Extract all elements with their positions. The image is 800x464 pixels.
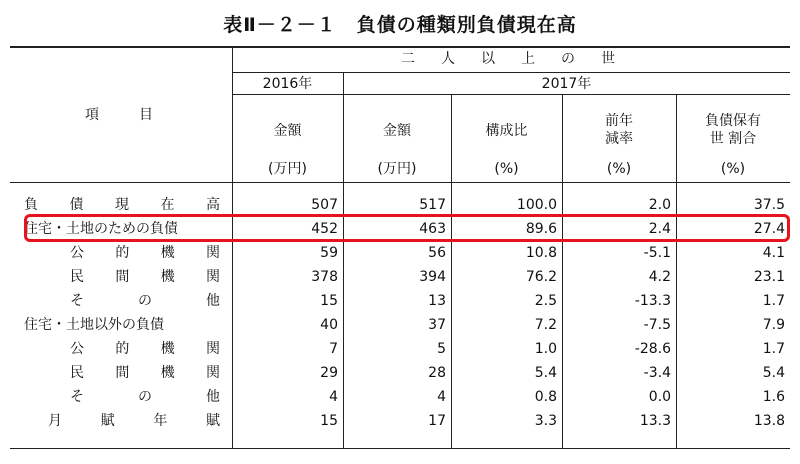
cell-v5: 37.5 bbox=[753, 197, 785, 213]
header-bottom-rule bbox=[10, 182, 790, 183]
cell-v5: 13.8 bbox=[753, 413, 785, 429]
holding-header-line2: 世 割合 bbox=[709, 131, 757, 147]
cell-v2: 13 bbox=[428, 293, 446, 309]
row-label-char: 機 bbox=[160, 365, 175, 381]
row-label-char: 負 bbox=[24, 197, 38, 213]
cell-v1: 378 bbox=[311, 269, 338, 285]
row-label-char: 関 bbox=[205, 365, 220, 381]
cell-v4: -3.4 bbox=[643, 365, 671, 381]
row-label bbox=[70, 340, 220, 358]
row-label bbox=[48, 412, 220, 430]
row-label-char: 賦 bbox=[205, 413, 220, 429]
row-label-char: 関 bbox=[205, 341, 220, 357]
cell-v3: 1.0 bbox=[534, 341, 557, 357]
cell-v4: 2.4 bbox=[648, 221, 671, 237]
row-label-char: 他 bbox=[206, 389, 220, 405]
row-label bbox=[70, 244, 220, 262]
amount-2017-header: 金額 bbox=[383, 123, 411, 139]
cell-v2: 394 bbox=[419, 269, 446, 285]
cell-v5: 5.4 bbox=[762, 365, 785, 381]
cell-v1: 40 bbox=[320, 317, 338, 333]
cell-v2: 28 bbox=[428, 365, 446, 381]
cell-v3: 10.8 bbox=[525, 245, 557, 261]
amount-2016-header: 金額 bbox=[273, 123, 302, 139]
cell-v4: 0.0 bbox=[648, 389, 671, 405]
ratio-header: 構成比 bbox=[485, 123, 528, 139]
cell-v3: 76.2 bbox=[525, 269, 557, 285]
col-divider-3 bbox=[451, 94, 452, 448]
table-bottom-rule bbox=[10, 448, 790, 449]
cell-v5: 4.1 bbox=[762, 245, 785, 261]
row-label bbox=[24, 196, 220, 214]
cell-v1: 15 bbox=[320, 293, 338, 309]
cell-v2: 517 bbox=[419, 197, 446, 213]
cell-v5: 7.9 bbox=[762, 317, 785, 333]
cell-v3: 3.3 bbox=[534, 413, 557, 429]
holding-header-line1: 負債保有 bbox=[705, 113, 761, 129]
cell-v2: 17 bbox=[428, 413, 446, 429]
unit-holding: (%) bbox=[720, 161, 746, 177]
change-header-line2: 減率 bbox=[605, 131, 633, 147]
row-label-char: そ bbox=[70, 293, 84, 309]
row-label-char: 公 bbox=[70, 245, 84, 261]
cell-v4: -13.3 bbox=[634, 293, 671, 309]
cell-v2: 463 bbox=[419, 221, 446, 237]
row-label-char: 機 bbox=[160, 269, 175, 285]
col-divider-1 bbox=[232, 46, 233, 448]
cell-v1: 59 bbox=[320, 245, 338, 261]
row-label-char: 民 bbox=[70, 365, 84, 381]
cell-v4: 13.3 bbox=[639, 413, 671, 429]
cell-v3: 0.8 bbox=[534, 389, 557, 405]
row-label-char: 他 bbox=[206, 293, 220, 309]
cell-v5: 27.4 bbox=[753, 221, 785, 237]
year-2017-header: 2017年 bbox=[541, 76, 592, 92]
cell-v1: 29 bbox=[320, 365, 338, 381]
row-label-char: 在 bbox=[160, 197, 175, 213]
item-header: 項 目 bbox=[85, 107, 157, 123]
cell-v3: 100.0 bbox=[516, 197, 557, 213]
cell-v5: 1.7 bbox=[762, 293, 785, 309]
cell-v3: 7.2 bbox=[534, 317, 557, 333]
row-label-char: 間 bbox=[115, 365, 130, 381]
cell-v5: 1.7 bbox=[762, 341, 785, 357]
year-2016-header: 2016年 bbox=[262, 76, 313, 92]
highlight-box bbox=[24, 214, 790, 242]
row-label-char: 年 bbox=[153, 413, 168, 429]
cell-v1: 452 bbox=[311, 221, 338, 237]
household-rule bbox=[232, 72, 790, 73]
cell-v1: 7 bbox=[329, 341, 338, 357]
change-header-line1: 前年 bbox=[605, 113, 633, 129]
row-label bbox=[70, 388, 220, 406]
row-label-char: 関 bbox=[205, 269, 220, 285]
row-label-char: そ bbox=[70, 389, 84, 405]
row-label-char: 公 bbox=[70, 341, 84, 357]
row-label-char: 機 bbox=[160, 341, 175, 357]
cell-v4: -5.1 bbox=[643, 245, 671, 261]
cell-v3: 2.5 bbox=[534, 293, 557, 309]
cell-v5: 23.1 bbox=[753, 269, 785, 285]
cell-v3: 89.6 bbox=[525, 221, 557, 237]
table-top-rule bbox=[10, 46, 790, 48]
row-label-char: の bbox=[138, 293, 152, 309]
cell-v3: 5.4 bbox=[534, 365, 557, 381]
cell-v4: -28.6 bbox=[634, 341, 671, 357]
row-label bbox=[70, 268, 220, 286]
row-label-char: 住宅・土地のための負債 bbox=[24, 221, 178, 237]
year-rule bbox=[232, 94, 790, 95]
row-label-char: 現 bbox=[115, 197, 129, 213]
cell-v4: 2.0 bbox=[648, 197, 671, 213]
cell-v2: 37 bbox=[428, 317, 446, 333]
row-label-char: 高 bbox=[206, 197, 220, 213]
row-label-char: 民 bbox=[70, 269, 84, 285]
row-label-char: 賦 bbox=[100, 413, 115, 429]
cell-v2: 5 bbox=[437, 341, 446, 357]
cell-v4: -7.5 bbox=[643, 317, 671, 333]
row-label bbox=[70, 292, 220, 310]
unit-ratio: (%) bbox=[494, 161, 519, 177]
row-label-char: 債 bbox=[69, 197, 84, 213]
row-label-char: 間 bbox=[115, 269, 130, 285]
unit-amount-2016: (万円) bbox=[268, 161, 307, 177]
row-label-char: 的 bbox=[115, 245, 130, 261]
cell-v1: 507 bbox=[311, 197, 338, 213]
cell-v1: 4 bbox=[329, 389, 338, 405]
row-label-char: の bbox=[138, 389, 152, 405]
cell-v2: 4 bbox=[437, 389, 446, 405]
unit-amount-2017: (万円) bbox=[377, 161, 417, 177]
row-label bbox=[24, 316, 220, 334]
row-label-char: 関 bbox=[205, 245, 220, 261]
row-label-char: 的 bbox=[115, 341, 130, 357]
cell-v2: 56 bbox=[428, 245, 446, 261]
unit-change: (%) bbox=[606, 161, 632, 177]
row-label-char: 機 bbox=[160, 245, 175, 261]
household-header: 二 人 以 上 の 世 bbox=[401, 51, 621, 67]
cell-v1: 15 bbox=[320, 413, 338, 429]
row-label-char: 住宅・土地以外の負債 bbox=[24, 317, 164, 333]
table-title: 表Ⅱ－２－１ 負債の種類別負債現在高 bbox=[223, 14, 577, 36]
row-label bbox=[70, 364, 220, 382]
cell-v4: 4.2 bbox=[648, 269, 671, 285]
row-label-char: 月 bbox=[48, 413, 62, 429]
cell-v5: 1.6 bbox=[762, 389, 785, 405]
